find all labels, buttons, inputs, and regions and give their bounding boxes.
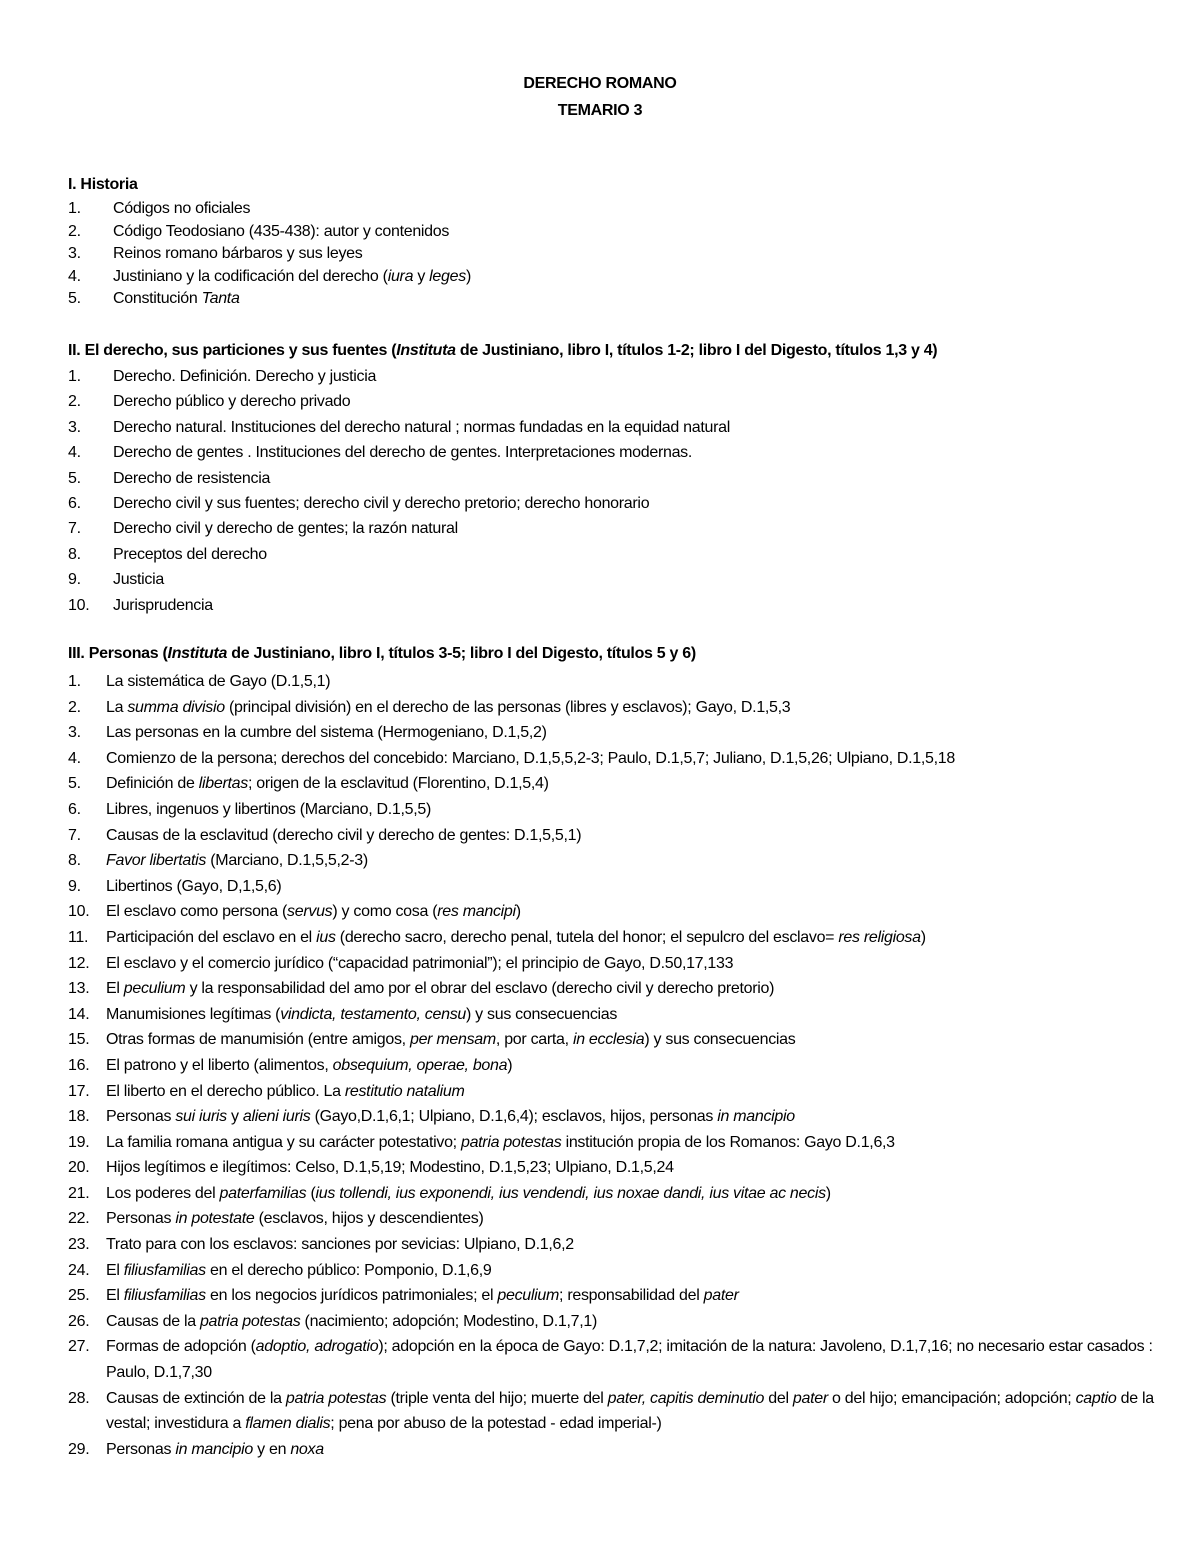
list-item-text: Derecho civil y sus fuentes; derecho civil y derecho pretorio; derecho honorario bbox=[113, 494, 650, 512]
section-heading-derecho: II. El derecho, sus particiones y sus fuentes (Instituta de Justiniano, libro I, títulos 1-2; libro I del Digesto, títulos 1,3 y 4) bbox=[68, 342, 938, 359]
list-item bbox=[68, 1437, 1176, 1463]
list-item-number: 21. bbox=[68, 1184, 90, 1202]
list-item-text: Comienzo de la persona; derechos del concebido: Marciano, D.1,5,5,2-3; Paulo, D.1,5,7; Juliano, D.1,5,26; Ulpiano, D.1,5,18 bbox=[106, 749, 955, 767]
list-item-number: 26. bbox=[68, 1312, 90, 1330]
document-title: DERECHO ROMANO bbox=[523, 75, 677, 92]
list-item bbox=[68, 771, 1176, 797]
list-item-number: 25. bbox=[68, 1287, 90, 1305]
list-item-text: Jurisprudencia bbox=[113, 596, 213, 614]
list-item-number: 24. bbox=[68, 1261, 90, 1279]
list-item-number: 4. bbox=[68, 267, 81, 285]
section-heading-personas: III. Personas (Instituta de Justiniano, libro I, títulos 3-5; libro I del Digesto, títulos 5 y 6) bbox=[68, 645, 696, 662]
list-item-text: Derecho de gentes . Instituciones del derecho de gentes. Interpretaciones modernas. bbox=[113, 444, 693, 462]
list-item-text: Personas in mancipio y en noxa bbox=[106, 1440, 324, 1458]
list-item-text: Los poderes del paterfamilias (ius tollendi, ius exponendi, ius vendendi, ius noxae dandi, ius vitae ac necis) bbox=[106, 1184, 831, 1202]
list-item bbox=[68, 1002, 1176, 1028]
list-item bbox=[68, 1258, 1176, 1284]
list-item-text: Libres, ingenuos y libertinos (Marciano, D.1,5,5) bbox=[106, 800, 432, 818]
list-item-text: Formas de adopción (adoptio, adrogatio); adopción en la época de Gayo: D.1,7,2; imitación de la natura: Javoleno, D.1,7,16; no necesario estar casados : Paulo, D.1,7,30 bbox=[106, 1338, 1153, 1382]
list-item-text: Causas de la patria potestas (nacimiento; adopción; Modestino, D.1,7,1) bbox=[106, 1312, 598, 1330]
list-item-number: 10. bbox=[68, 596, 90, 614]
list-item bbox=[68, 797, 1176, 823]
list-item-number: 1. bbox=[68, 368, 81, 385]
list-item-number: 5. bbox=[68, 775, 81, 793]
list-item-text: Otras formas de manumisión (entre amigos, per mensam, por carta, in ecclesia) y sus consecuencias bbox=[106, 1031, 796, 1049]
list-item-number: 9. bbox=[68, 571, 81, 589]
list-item bbox=[68, 874, 1176, 900]
list-item-text: El patrono y el liberto (alimentos, obsequium, operae, bona) bbox=[106, 1056, 513, 1074]
list-item bbox=[68, 925, 1176, 951]
list-item-number: 23. bbox=[68, 1236, 90, 1254]
list-item-number: 5. bbox=[68, 290, 81, 308]
list-item-text: La sistemática de Gayo (D.1,5,1) bbox=[106, 673, 331, 690]
list-item-number: 15. bbox=[68, 1031, 90, 1049]
list-item-number: 8. bbox=[68, 852, 81, 870]
list-item-number: 4. bbox=[68, 749, 81, 767]
section-heading-historia: I. Historia bbox=[68, 176, 138, 193]
list-item-number: 6. bbox=[68, 494, 81, 512]
list-item-number: 5. bbox=[68, 469, 81, 487]
list-item-text: Personas in potestate (esclavos, hijos y descendientes) bbox=[106, 1210, 484, 1228]
list-item-text: Causas de extinción de la patria potestas (triple venta del hijo; muerte del pater, capitis deminutio del pater o del hijo; emancipación; adopción; captio de la vestal; investidura a flamen dialis; pena por abuso de la potestad - edad imperial-) bbox=[106, 1389, 1154, 1433]
list-item bbox=[68, 1283, 1176, 1309]
list-item bbox=[68, 1053, 1176, 1079]
list-item-number: 1. bbox=[68, 200, 81, 217]
list-item-number: 17. bbox=[68, 1082, 90, 1100]
list-item-text: Código Teodosiano (435-438): autor y contenidos bbox=[113, 222, 450, 240]
list-item bbox=[68, 1104, 1176, 1130]
list-item-number: 8. bbox=[68, 545, 81, 563]
list-item-number: 6. bbox=[68, 800, 81, 818]
list-item bbox=[68, 976, 1176, 1002]
list-item-number: 20. bbox=[68, 1159, 90, 1177]
list-item bbox=[68, 1130, 1176, 1156]
list-item bbox=[68, 669, 1176, 695]
list-item-number: 4. bbox=[68, 444, 81, 462]
list-item bbox=[68, 1386, 1176, 1437]
list-item bbox=[68, 1334, 1176, 1385]
list-item-number: 2. bbox=[68, 393, 81, 411]
list-item-text: El filiusfamilias en el derecho público: Pomponio, D.1,6,9 bbox=[106, 1261, 492, 1279]
list-item-text: Personas sui iuris y alieni iuris (Gayo,D.1,6,1; Ulpiano, D.1,6,4); esclavos, hijos, personas in mancipio bbox=[106, 1108, 795, 1126]
list-item bbox=[68, 720, 1176, 746]
list-item-number: 10. bbox=[68, 903, 90, 921]
list-item-text: Derecho público y derecho privado bbox=[113, 393, 351, 411]
list-item-text: La familia romana antigua y su carácter potestativo; patria potestas institución propia de los Romanos: Gayo D.1,6,3 bbox=[106, 1133, 895, 1151]
list-item-number: 12. bbox=[68, 954, 90, 972]
list-item-number: 27. bbox=[68, 1338, 90, 1356]
list-item bbox=[68, 899, 1176, 925]
list-item-text: El esclavo y el comercio jurídico (“capacidad patrimonial”); el principio de Gayo, D.50,17,133 bbox=[106, 954, 734, 972]
list-item-text: Reinos romano bárbaros y sus leyes bbox=[113, 245, 363, 263]
list-item-number: 14. bbox=[68, 1005, 90, 1023]
list-item-text: Justicia bbox=[113, 571, 164, 589]
list-item-text: Definición de libertas; origen de la esclavitud (Florentino, D.1,5,4) bbox=[106, 775, 549, 793]
list-item-number: 3. bbox=[68, 724, 81, 742]
list-item-text: Constitución Tanta bbox=[113, 290, 240, 308]
list-item-number: 13. bbox=[68, 980, 90, 998]
list-item-number: 11. bbox=[68, 928, 89, 946]
list-item-number: 29. bbox=[68, 1440, 90, 1458]
list-item-text: El filiusfamilias en los negocios jurídicos patrimoniales; el peculium; responsabilidad del pater bbox=[106, 1287, 739, 1305]
list-item-number: 9. bbox=[68, 877, 81, 895]
list-item bbox=[68, 1232, 1176, 1258]
list-item bbox=[68, 823, 1176, 849]
list-item-number: 28. bbox=[68, 1389, 90, 1407]
list-item bbox=[68, 848, 1176, 874]
list-item-text: Derecho natural. Instituciones del derecho natural ; normas fundadas en la equidad natural bbox=[113, 418, 730, 436]
list-item-number: 16. bbox=[68, 1056, 90, 1074]
list-item-number: 1. bbox=[68, 673, 81, 690]
list-item-text: Códigos no oficiales bbox=[113, 200, 251, 217]
list-item-text: Favor libertatis (Marciano, D.1,5,5,2-3) bbox=[106, 852, 368, 870]
list-item-text: Causas de la esclavitud (derecho civil y derecho de gentes: D.1,5,5,1) bbox=[106, 826, 582, 844]
list-item-number: 7. bbox=[68, 826, 81, 844]
list-item-number: 3. bbox=[68, 245, 81, 263]
list-item-number: 19. bbox=[68, 1133, 90, 1151]
list-item-text: Hijos legítimos e ilegítimos: Celso, D.1,5,19; Modestino, D.1,5,23; Ulpiano, D.1,5,24 bbox=[106, 1159, 674, 1177]
list-item-number: 18. bbox=[68, 1108, 90, 1126]
list-item-number: 2. bbox=[68, 698, 81, 716]
list-item-number: 7. bbox=[68, 520, 81, 538]
list-item-text: Libertinos (Gayo, D,1,5,6) bbox=[106, 877, 282, 895]
list-item-text: Preceptos del derecho bbox=[113, 545, 267, 563]
list-item bbox=[68, 695, 1176, 721]
list-item-text: Manumisiones legítimas (vindicta, testamento, censu) y sus consecuencias bbox=[106, 1005, 618, 1023]
list-item-text: Trato para con los esclavos: sanciones por sevicias: Ulpiano, D.1,6,2 bbox=[106, 1236, 574, 1254]
list-item bbox=[68, 1206, 1176, 1232]
list-item-text: El esclavo como persona (servus) y como cosa (res mancipi) bbox=[106, 903, 521, 921]
list-item-text: Las personas en la cumbre del sistema (Hermogeniano, D.1,5,2) bbox=[106, 724, 547, 742]
list-item bbox=[68, 746, 1176, 772]
list-item bbox=[68, 951, 1176, 977]
list-item-number: 2. bbox=[68, 222, 81, 240]
list-item-text: Derecho civil y derecho de gentes; la razón natural bbox=[113, 520, 458, 538]
list-item-text: Derecho. Definición. Derecho y justicia bbox=[113, 368, 377, 385]
list-item-text: El liberto en el derecho público. La restitutio natalium bbox=[106, 1082, 465, 1100]
document-subtitle: TEMARIO 3 bbox=[557, 102, 643, 119]
list-item-number: 3. bbox=[68, 418, 81, 436]
list-item bbox=[68, 1027, 1176, 1053]
list-item bbox=[68, 1181, 1176, 1207]
list-item-text: Participación del esclavo en el ius (derecho sacro, derecho penal, tutela del honor; el sepulcro del esclavo= res religiosa) bbox=[106, 928, 926, 946]
list-item bbox=[68, 1309, 1176, 1335]
list-item bbox=[68, 1155, 1176, 1181]
list-item-text: Derecho de resistencia bbox=[113, 469, 271, 487]
list-item-text: Justiniano y la codificación del derecho (iura y leges) bbox=[113, 267, 471, 285]
list-item-number: 22. bbox=[68, 1210, 90, 1228]
list-personas bbox=[68, 669, 1176, 1462]
list-item bbox=[68, 1079, 1176, 1105]
list-item-text: El peculium y la responsabilidad del amo por el obrar del esclavo (derecho civil y derecho pretorio) bbox=[106, 980, 775, 998]
list-item-text: La summa divisio (principal división) en el derecho de las personas (libres y esclavos); Gayo, D.1,5,3 bbox=[106, 698, 791, 716]
